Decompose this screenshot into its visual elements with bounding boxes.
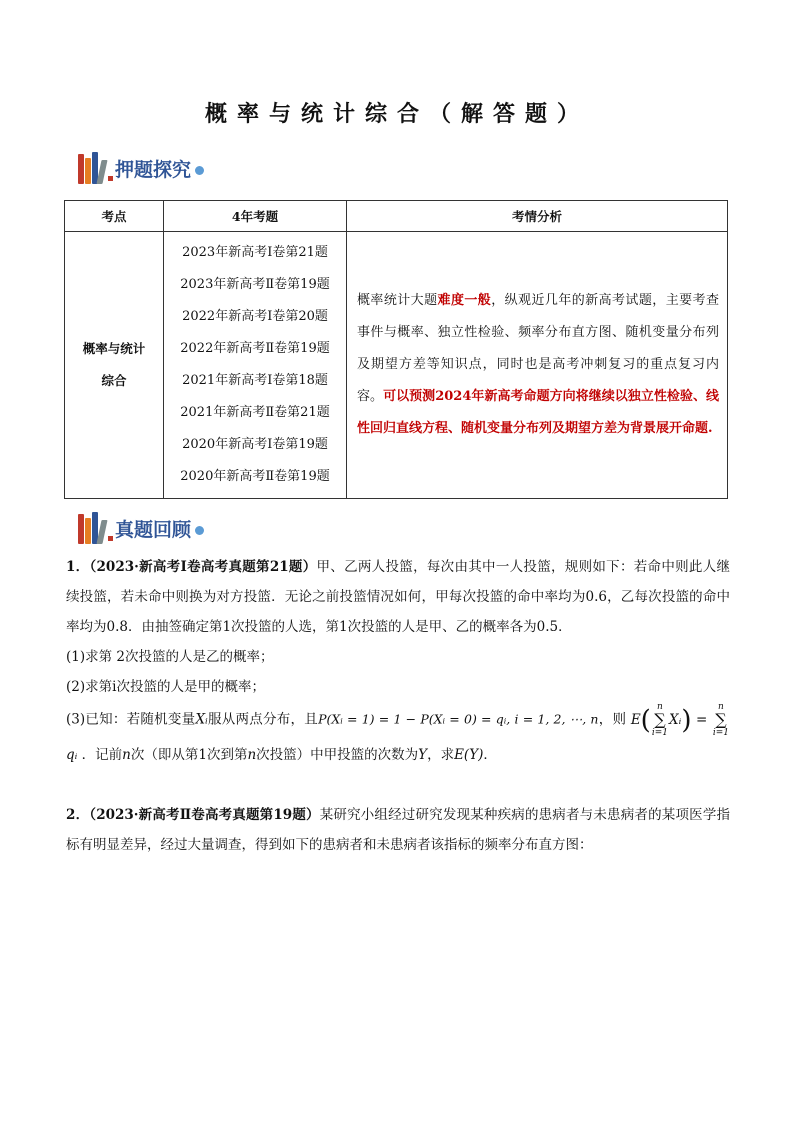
exam-item: 2020年新高考Ⅱ卷第19题 (180, 469, 330, 484)
books-icon (78, 152, 106, 184)
variable-n: n (247, 747, 257, 763)
sub3-text: ． (483, 747, 497, 763)
analysis-highlight: 难度一般 (437, 293, 492, 308)
analysis-text: 概率统计大题 (357, 293, 438, 308)
sub3-text: ，求 (427, 747, 455, 763)
question-text: 某研究小组经过研究发现某种疾病的患病者与未患病者的某项医学指标有明显差异，经过大量调查，得到如下的患病者和未患病者该指标的频率分布直方图： (66, 807, 731, 853)
question-source: （2023·新高考Ⅱ卷高考真题第19题） (89, 807, 320, 823)
sum-symbol: n ∑ i=1 (651, 702, 668, 738)
exam-item: 2021年新高考Ⅱ卷第21题 (180, 405, 330, 420)
question-1-stem (66, 552, 730, 642)
table-header-row (65, 201, 728, 232)
dot-icon (108, 536, 113, 541)
exam-item: 2023年新高考Ⅱ卷第19题 (180, 277, 330, 292)
header-exams: 4年考题 (164, 201, 347, 232)
question-2 (66, 800, 730, 860)
sub-question-2: (2)求第i次投篮的人是甲的概率； (66, 679, 265, 695)
sub3-text: (3)已知：若随机变量 (66, 711, 196, 728)
sub-question-3 (66, 702, 730, 772)
sum-term: Xᵢ (668, 711, 682, 728)
formula-distribution: P(Xᵢ = 1) = 1 − P(Xᵢ = 0) = qᵢ, i = 1, 2, ⋯, n (318, 711, 599, 727)
question-number: 1． (66, 559, 90, 575)
sub3-text: ．记前 (81, 747, 123, 763)
exam-list-cell (164, 232, 347, 499)
exam-item: 2022年新高考Ⅱ卷第19题 (180, 341, 330, 356)
table-row (65, 232, 728, 499)
sum-top: n (718, 702, 724, 712)
variable-y: Y (418, 747, 428, 763)
bullet-icon (195, 526, 204, 535)
books-icon (78, 512, 106, 544)
exam-analysis-table (64, 200, 728, 499)
variable-n: n (122, 747, 131, 763)
sum-top: n (657, 702, 663, 712)
variable-x: Xᵢ (195, 711, 208, 728)
analysis-highlight: 可以预测2024年新高考命题方向将继续以独立性检验、线性回归直线方程、随机变量分布列及期望方差为背景展开命题. (357, 389, 719, 436)
exam-item: 2021年新高考Ⅰ卷第18题 (182, 373, 328, 388)
section-title-predict: 押题探究 (115, 158, 192, 181)
header-knowledge-point: 考点 (65, 201, 164, 232)
sub-question-1: (1)求第 2次投篮的人是乙的概率； (66, 649, 274, 665)
sum-symbol: n ∑ i=1 (712, 702, 730, 738)
bullet-icon (195, 166, 204, 175)
exam-item: 2022年新高考Ⅰ卷第20题 (182, 309, 328, 324)
sub3-text: 服从两点分布，且 (207, 711, 319, 728)
question-number: 2． (66, 807, 90, 823)
sub3-text: 次（即从第1次到第 (130, 747, 248, 763)
exam-item: 2020年新高考Ⅰ卷第19题 (182, 437, 328, 452)
knowledge-point-line: 概率与统计 (82, 341, 146, 356)
expectation-formula: E( n ∑ i=1Xᵢ) = n ∑ i=1qᵢ (66, 702, 730, 763)
question-text: 甲、乙两人投篮，每次由其中一人投篮，规则如下：若命中则此人继续投篮，若未命中则换为对方投篮．无论之前投篮情况如何，甲每次投篮的命中率均为0.6，乙每次投篮的命中率均为0.8．由抽签确定第1次投篮的人选，第1次投篮的人是甲、乙的概率各为0.5． (66, 559, 731, 635)
header-analysis: 考情分析 (347, 201, 728, 232)
analysis-text: ，纵观近几年的新高考试题，主要考查事件与概率、独立性检验、频率分布直方图、随机变量分布列及期望方差等知识点，同时也是高考冲刺复习的重点复习内容。 (357, 293, 719, 404)
section-header-review (78, 510, 204, 546)
sub3-text: 次投篮）中甲投篮的次数为 (256, 747, 419, 763)
sum-bottom: i=1 (651, 728, 668, 738)
sum-term: qᵢ (66, 747, 78, 763)
formula-e: E (630, 711, 641, 728)
sum-bottom: i=1 (712, 728, 730, 738)
analysis-cell (347, 232, 728, 499)
question-source: （2023·新高考Ⅰ卷高考真题第21题） (89, 559, 317, 575)
question-1 (66, 552, 730, 772)
expectation-y: E(Y) (454, 747, 484, 763)
page-title: 概率与统计综合（解答题） (204, 102, 589, 127)
section-title-review: 真题回顾 (115, 518, 192, 541)
sub3-text: ，则 (598, 711, 627, 728)
exam-item: 2023年新高考Ⅰ卷第21题 (182, 245, 328, 260)
dot-icon (108, 176, 113, 181)
knowledge-point-cell (65, 232, 164, 499)
knowledge-point-line: 综合 (101, 373, 127, 388)
section-header-predict (78, 150, 204, 186)
